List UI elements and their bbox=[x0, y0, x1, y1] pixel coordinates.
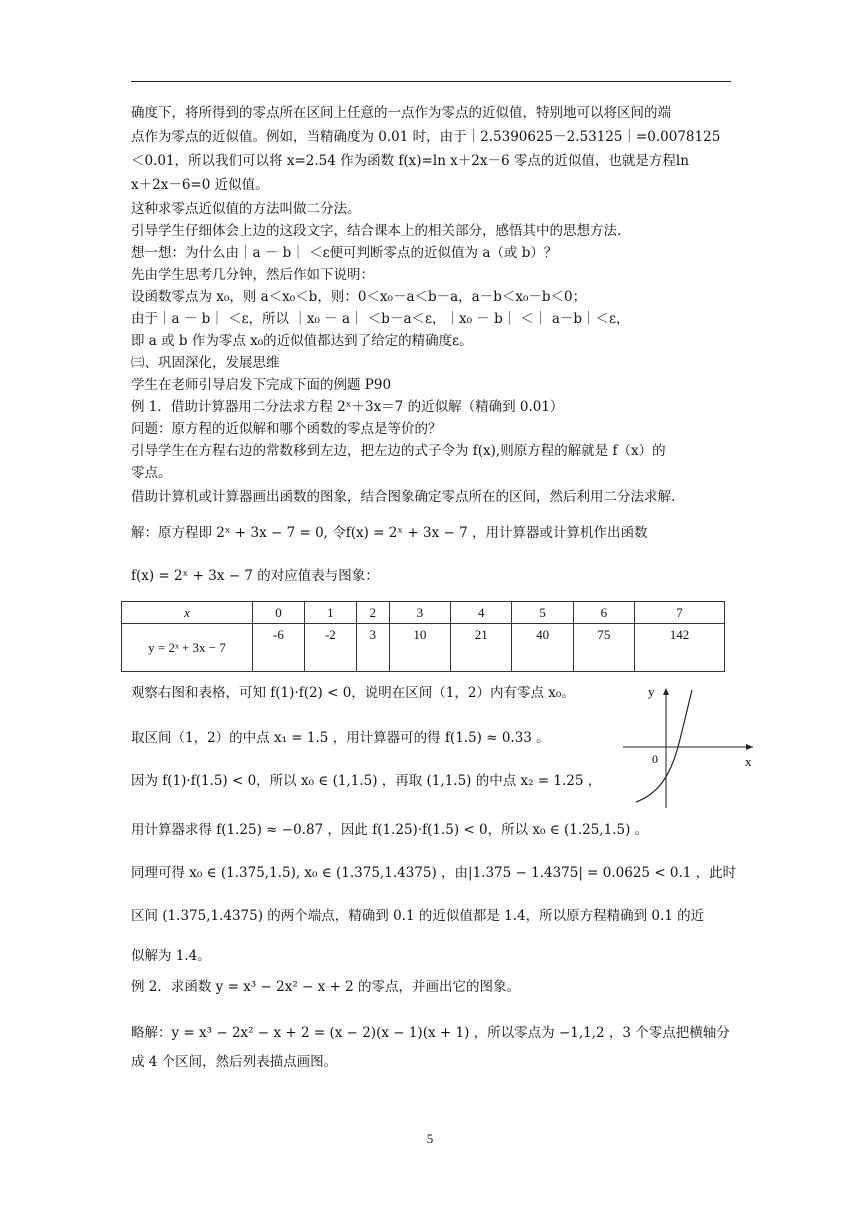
table-cell: 10 bbox=[389, 624, 450, 672]
table-cell: 3 bbox=[389, 602, 450, 624]
table-cell: 7 bbox=[635, 602, 725, 624]
text-line-4: x＋2x－6=0 近似值。 bbox=[131, 177, 269, 193]
table-row bbox=[122, 624, 725, 672]
text-line-23: 因为 f(1)·f(1.5) < 0，所以 x₀ ∈ (1,1.5) ，再取 (1,1.5) 的中点 x₂ = 1.25 ， bbox=[131, 773, 602, 789]
table-cell: 1 bbox=[304, 602, 356, 624]
table-cell: -2 bbox=[304, 624, 356, 672]
text-line-17: 零点。 bbox=[131, 465, 172, 481]
example-2-title: 例 2．求函数 y = x³ − 2x² − x + 2 的零点，并画出它的图象。 bbox=[131, 979, 521, 995]
text-line-27: 似解为 1.4。 bbox=[131, 948, 211, 964]
table-cell: 6 bbox=[573, 602, 634, 624]
text-line-22: 取区间（1，2）的中点 x₁ = 1.5 ，用计算器可的得 f(1.5) ≈ 0.33 。 bbox=[131, 730, 550, 746]
table-cell: 142 bbox=[635, 624, 725, 672]
table-cell: -6 bbox=[253, 624, 305, 672]
text-line-2: 点作为零点的近似值。例如，当精确度为 0.01 时，由于｜2.5390625－2.53125｜=0.0078125 bbox=[131, 129, 721, 145]
text-line-29: 略解：y = x³ − 2x² − x + 2 = (x − 2)(x − 1)(x + 1) ，所以零点为 −1,1,2 ，3 个零点把横轴分 bbox=[131, 1025, 730, 1041]
text-line-18: 借助计算机或计算器画出函数的图象，结合图象确定零点所在的区间，然后利用二分法求解. bbox=[131, 489, 676, 505]
text-line-8: 先由学生思考几分钟，然后作如下说明： bbox=[131, 267, 374, 283]
table-row bbox=[122, 602, 725, 624]
text-line-9: 设函数零点为 x₀，则 a＜x₀＜b，则：0＜x₀－a＜b－a，a－b＜x₀－b＜0； bbox=[131, 289, 587, 305]
table-cell: 2 bbox=[356, 602, 389, 624]
table-row-label: y = 2ˣ + 3x − 7 bbox=[122, 624, 253, 672]
y-axis-label: y bbox=[648, 684, 655, 699]
text-line-30: 成 4 个区间，然后列表描点画图。 bbox=[131, 1054, 338, 1070]
solution-line: 解：原方程即 2ˣ + 3x − 7 = 0, 令f(x) = 2ˣ + 3x − 7 ，用计算器或计算机作出函数 bbox=[131, 525, 648, 541]
text-line-5: 这种求零点近似值的方法叫做二分法。 bbox=[131, 201, 361, 217]
text-line-15: 问题：原方程的近似解和哪个函数的零点是等价的？ bbox=[131, 421, 442, 437]
text-line-21: 观察右图和表格，可知 f(1)·f(2) < 0，说明在区间（1，2）内有零点 x₀。 bbox=[131, 685, 575, 701]
table-cell: 21 bbox=[451, 624, 512, 672]
table-cell: 4 bbox=[451, 602, 512, 624]
text-line-3: ＜0.01，所以我们可以将 x=2.54 作为函数 f(x)=ln x＋2x－6 零点的近似值，也就是方程ln bbox=[131, 153, 689, 169]
text-line-24: 用计算器求得 f(1.25) ≈ −0.87 ，因此 f(1.25)·f(1.5) < 0，所以 x₀ ∈ (1.25,1.5) 。 bbox=[131, 822, 649, 838]
example-1-title: 例 1．借助计算器用二分法求方程 2ˣ＋3x＝7 的近似解（精确到 0.01） bbox=[131, 399, 564, 415]
origin-label: 0 bbox=[652, 752, 658, 766]
text-line-20: f(x) = 2ˣ + 3x − 7 的对应值表与图象： bbox=[131, 568, 379, 584]
text-line-7: 想一想：为什么由｜a － b｜ ＜ε便可判断零点的近似值为 a（或 b）？ bbox=[131, 245, 558, 261]
table-cell: 3 bbox=[356, 624, 389, 672]
value-table bbox=[121, 601, 725, 672]
section-heading: ㈢、巩固深化，发展思维 bbox=[131, 355, 280, 371]
text-line-1: 确度下，将所得到的零点所在区间上任意的一点作为零点的近似值，特别地可以将区间的端 bbox=[131, 105, 671, 121]
table-cell: 40 bbox=[512, 624, 573, 672]
text-line-13: 学生在老师引导启发下完成下面的例题 P90 bbox=[131, 377, 392, 393]
text-line-10: 由于｜a － b｜ ＜ε，所以 ｜x₀ － a｜ ＜b－a＜ε，｜x₀ － b｜ ＜｜ a－b｜＜ε， bbox=[131, 311, 630, 327]
table-cell: 75 bbox=[573, 624, 634, 672]
text-line-6: 引导学生仔细体会上边的这段文字，结合课本上的相关部分，感悟其中的思想方法. bbox=[131, 223, 622, 239]
function-graph bbox=[618, 684, 758, 814]
y-axis-arrow-icon bbox=[663, 688, 669, 695]
x-axis-arrow-icon bbox=[746, 744, 753, 750]
header-rule bbox=[131, 81, 731, 82]
table-cell: 0 bbox=[253, 602, 305, 624]
text-line-26: 区间 (1.375,1.4375) 的两个端点，精确到 0.1 的近似值都是 1.4，所以原方程精确到 0.1 的近 bbox=[131, 908, 705, 924]
text-line-16: 引导学生在方程右边的常数移到左边，把左边的式子令为 f(x),则原方程的解就是 f（x）的 bbox=[131, 443, 666, 459]
page-number: 5 bbox=[426, 1131, 434, 1146]
table-header-label: x bbox=[122, 602, 253, 624]
text-line-11: 即 a 或 b 作为零点 x₀的近似值都达到了给定的精确度ε。 bbox=[131, 333, 473, 349]
table-cell: 5 bbox=[512, 602, 573, 624]
x-axis-label: x bbox=[745, 754, 752, 769]
text-line-25: 同理可得 x₀ ∈ (1.375,1.5), x₀ ∈ (1.375,1.4375) ，由|1.375 − 1.4375| = 0.0625 < 0.1 ，此时 bbox=[131, 865, 737, 881]
function-curve bbox=[636, 690, 692, 802]
